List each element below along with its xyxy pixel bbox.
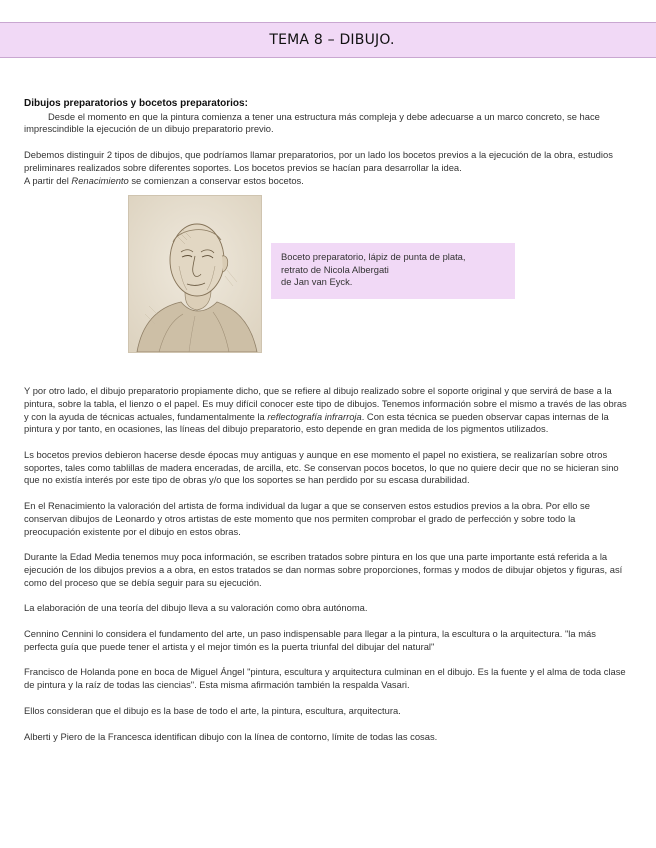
paragraph-drawing-base: Ellos consideran que el dibujo es la base de todo el arte, la pintura, escultura, arquitectura.	[24, 704, 401, 716]
figure	[24, 195, 628, 379]
italic-term: reflectografía infrarroja	[267, 410, 362, 422]
paragraph-types: Debemos distinguir 2 tipos de dibujos, que podríamos llamar preparatorios, por un lado los bocetos previos a la ejecución de la obra, estudios preliminares realizados sobre diferentes soportes. Los bocetos previos se hacían para desarrollar la idea.	[24, 149, 613, 173]
page-header	[0, 22, 656, 58]
caption-line: de Jan van Eyck.	[281, 276, 353, 288]
italic-term: Renacimiento	[71, 174, 129, 186]
paragraph-cennini: Cennino Cennini lo considera el fundamento del arte, un paso indispensable para llegar a la pintura, la escultura o la arquitectura. "la más perfecta guía que puede tener el artista y el mejor timón es la puerta triunfal del dibujar del natural"	[24, 628, 596, 652]
paragraph-theory: La elaboración de una teoría del dibujo lleva a su valoración como obra autónoma.	[24, 602, 368, 614]
paragraph-early-sketches: Ls bocetos previos debieron hacerse desde épocas muy antiguas y aunque en ese momento el papel no existiera, se realizarían sobre otros soportes, tales como tablillas de madera enceradas, de arcilla, etc. Se conservan pocos bocetos, lo que no quiere decir que no se hicieran sino que no existía interés por este tipo de obras y/o que los soportes se han perdido por su escasa durabilidad.	[24, 449, 619, 486]
figure-caption	[271, 243, 515, 299]
portrait-image	[128, 195, 262, 353]
paragraph-renaissance: A partir del Renacimiento se comienzan a conservar estos bocetos.	[24, 174, 304, 186]
page-title: TEMA 8 – DIBUJO.	[269, 32, 395, 48]
section-heading: Dibujos preparatorios y bocetos preparatorios:	[24, 98, 248, 109]
paragraph-middle-ages: Durante la Edad Media tenemos muy poca información, se escriben tratados sobre pintura en los que una parte importante está referida a la ejecución de los dibujos previos a a obra, en estos tratados se dan normas sobre proporciones, formas y modos de dibujar objetos y figuras, así como del proceso que se debía seguir para su ejecución.	[24, 551, 623, 588]
paragraph-preparatory-drawing: Y por otro lado, el dibujo preparatorio propiamente dicho, que se refiere al dibujo realizado sobre el soporte original y que servirá de base a la pintura, sobre la tabla, el lienzo o el papel. Es muy difícil conocer este tipo de dibujos. Tenemos información sobre el mismo a través de las obras y con la ayuda de técnicas actuales, fundamentalmente la reflectografía infrarroja. Con esta técnica se pueden observar capas internas de la pintura y por tanto, en ocasiones, las líneas del dibujo preparatorio, esto depende en gran medida de los pigmentos utilizados.	[24, 385, 627, 435]
paragraph-holanda: Francisco de Holanda pone en boca de Miguel Ángel "pintura, escultura y arquitectura culminan en el dibujo. Es la fuente y el alma de toda clase de pintura y la raíz de todas las ciencias". Esta misma afirmación también la respalda Vasari.	[24, 666, 626, 691]
caption-line: retrato de Nicola Albergati	[281, 263, 389, 275]
paragraph-renaissance-valuation: En el Renacimiento la valoración del artista de forma individual da lugar a que se conserven estos estudios previos a la obra. Por ello se conservan dibujos de Leonardo y otros artistas de este momento que nos permiten comprobar el grado de perfección y sobre todo la preocupación existente por el dibujo en estos obras.	[24, 500, 590, 537]
document-body	[24, 98, 628, 743]
paragraph-intro: Desde el momento en que la pintura comienza a tener una estructura más compleja y debe adecuarse a un marco concreto, se hace imprescindible la ejecución de un dibujo preparatorio previo.	[24, 110, 600, 135]
paragraph-alberti: Alberti y Piero de la Francesca identifican dibujo con la línea de contorno, límite de todas las cosas.	[24, 730, 438, 742]
caption-line: Boceto preparatorio, lápiz de punta de plata,	[281, 251, 466, 263]
portrait-drawing-icon	[129, 196, 261, 352]
